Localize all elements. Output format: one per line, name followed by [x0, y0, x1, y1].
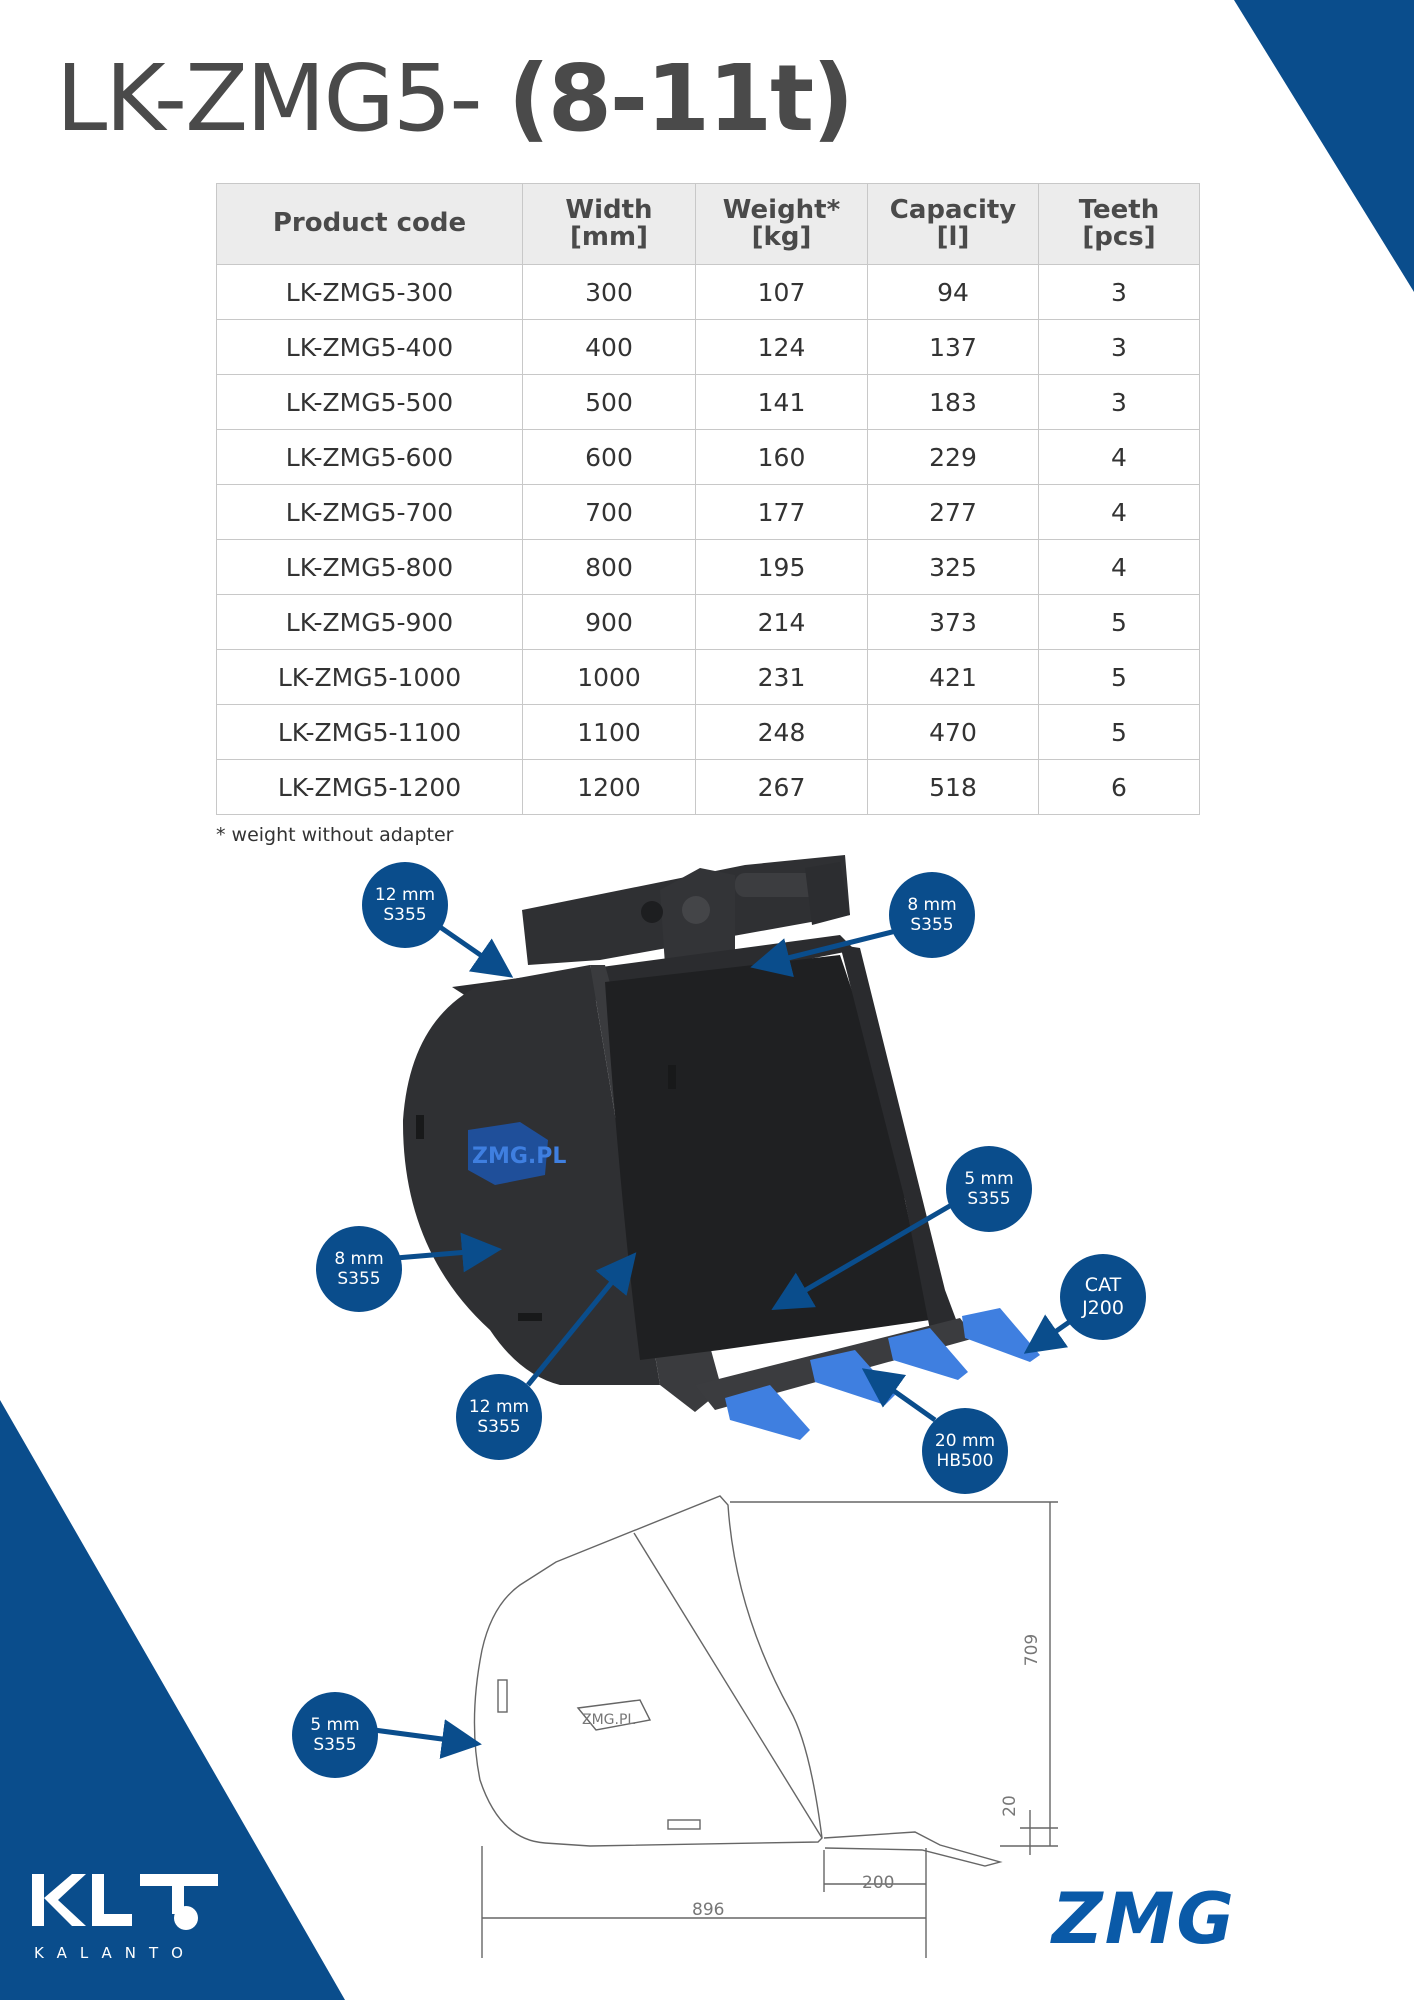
cell-product-code: LK-ZMG5-500	[217, 375, 523, 430]
cell-teeth: 6	[1039, 760, 1200, 815]
cell-teeth: 3	[1039, 375, 1200, 430]
cell-teeth: 5	[1039, 595, 1200, 650]
table-row	[217, 265, 1200, 320]
title-main: LK-ZMG5-	[56, 45, 481, 152]
cell-product-code: LK-ZMG5-400	[217, 320, 523, 375]
tooth	[962, 1308, 1040, 1362]
table-row	[217, 375, 1200, 430]
cell-width: 600	[523, 430, 696, 485]
table-row	[217, 540, 1200, 595]
callout-5mm-inner: 5 mm S355	[946, 1146, 1032, 1232]
cell-product-code: LK-ZMG5-1000	[217, 650, 523, 705]
zmg-logo: ZMG	[1052, 1878, 1236, 1960]
cell-weight: 124	[696, 320, 868, 375]
bucket-illustration	[0, 840, 1414, 1490]
dim-height: 709	[1022, 1633, 1043, 1667]
cell-capacity: 373	[868, 595, 1039, 650]
cell-width: 1200	[523, 760, 696, 815]
cell-width: 700	[523, 485, 696, 540]
table-row	[217, 760, 1200, 815]
cell-width: 1100	[523, 705, 696, 760]
cell-weight: 177	[696, 485, 868, 540]
cell-capacity: 137	[868, 320, 1039, 375]
cell-capacity: 470	[868, 705, 1039, 760]
dim-edge: 200	[862, 1873, 895, 1893]
callout-cat-j200: CAT J200	[1060, 1254, 1146, 1340]
cell-weight: 160	[696, 430, 868, 485]
cell-product-code: LK-ZMG5-1200	[217, 760, 523, 815]
title-suffix: (8-11t)	[507, 45, 853, 152]
callout-12mm-top: 12 mm S355	[362, 862, 448, 948]
cell-width: 300	[523, 265, 696, 320]
dim-depth: 896	[692, 1900, 725, 1920]
cell-width: 800	[523, 540, 696, 595]
cell-capacity: 421	[868, 650, 1039, 705]
cell-weight: 107	[696, 265, 868, 320]
callout-5mm-drawing: 5 mm S355	[292, 1692, 378, 1778]
table-row	[217, 430, 1200, 485]
cell-weight: 195	[696, 540, 868, 595]
cell-capacity: 277	[868, 485, 1039, 540]
table-row	[217, 485, 1200, 540]
col-header-teeth: Teeth [pcs]	[1039, 184, 1200, 265]
dim-tooth: 20	[999, 1795, 1020, 1817]
drawing-side-logo: ZMG.PL	[582, 1712, 636, 1728]
cell-teeth: 3	[1039, 320, 1200, 375]
callout-20mm-edge: 20 mm HB500	[922, 1408, 1008, 1494]
cell-width: 900	[523, 595, 696, 650]
cell-weight: 267	[696, 760, 868, 815]
cell-product-code: LK-ZMG5-900	[217, 595, 523, 650]
cell-capacity: 518	[868, 760, 1039, 815]
callout-8mm-side: 8 mm S355	[316, 1226, 402, 1312]
weight-footnote: * weight without adapter	[216, 824, 454, 846]
cell-weight: 214	[696, 595, 868, 650]
table-row	[217, 595, 1200, 650]
cell-teeth: 4	[1039, 430, 1200, 485]
cell-product-code: LK-ZMG5-800	[217, 540, 523, 595]
cell-teeth: 3	[1039, 265, 1200, 320]
cell-teeth: 5	[1039, 650, 1200, 705]
corner-decoration-top-right	[1234, 0, 1414, 300]
cell-weight: 231	[696, 650, 868, 705]
cell-weight: 141	[696, 375, 868, 430]
cell-capacity: 183	[868, 375, 1039, 430]
col-header-capacity: Capacity [l]	[868, 184, 1039, 265]
cell-capacity: 229	[868, 430, 1039, 485]
cell-capacity: 94	[868, 265, 1039, 320]
cell-product-code: LK-ZMG5-600	[217, 430, 523, 485]
klt-logo	[28, 1868, 228, 1938]
col-header-product-code: Product code	[217, 184, 523, 265]
cell-width: 500	[523, 375, 696, 430]
cell-teeth: 4	[1039, 540, 1200, 595]
klt-logo-subtitle: KALANTO	[34, 1944, 196, 1962]
cell-product-code: LK-ZMG5-1100	[217, 705, 523, 760]
drawing-outline	[474, 1496, 822, 1846]
cell-product-code: LK-ZMG5-700	[217, 485, 523, 540]
bucket-inner	[605, 955, 930, 1360]
cell-weight: 248	[696, 705, 868, 760]
callout-8mm-top: 8 mm S355	[889, 872, 975, 958]
table-row	[217, 705, 1200, 760]
cell-product-code: LK-ZMG5-300	[217, 265, 523, 320]
cell-width: 1000	[523, 650, 696, 705]
spec-table-header	[217, 184, 1200, 265]
col-header-width: Width [mm]	[523, 184, 696, 265]
bucket-logo-text: ZMG.PL	[472, 1144, 567, 1169]
cell-teeth: 4	[1039, 485, 1200, 540]
spec-table	[216, 183, 1200, 815]
table-row	[217, 650, 1200, 705]
page-title	[56, 45, 853, 152]
cell-capacity: 325	[868, 540, 1039, 595]
callout-12mm-side: 12 mm S355	[456, 1374, 542, 1460]
col-header-weight: Weight* [kg]	[696, 184, 868, 265]
cell-width: 400	[523, 320, 696, 375]
cell-teeth: 5	[1039, 705, 1200, 760]
table-row	[217, 320, 1200, 375]
